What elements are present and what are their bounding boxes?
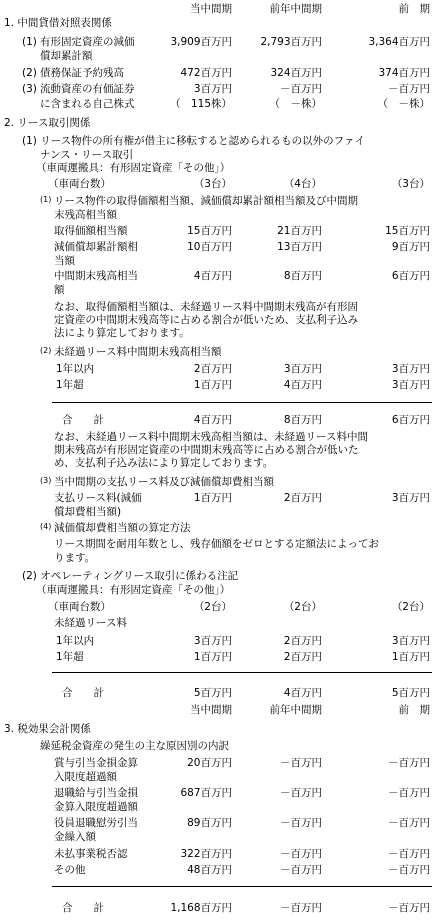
note-line: 法により算定しております。 [54,327,190,339]
item-number: (1) [40,195,52,204]
total-divider [52,402,432,403]
value-cell: 5百万円 [193,687,232,699]
item-label: に含まれる自己株式 [40,98,135,110]
header-current-period: 当中間期 [190,3,232,15]
item-number: (4) [40,522,52,531]
item-number: (3) [22,83,37,95]
note-line: なお、未経過リース料中間期末残高相当額は、未経過リース料中間 [54,431,368,443]
value-cell: －百万円 [280,848,322,860]
value-cell: 4百万円 [283,379,322,391]
paragraph-line: (1) リース物件の所有権が借主に移転すると認められるもの以外のファイ [22,135,365,147]
value-cell: 13百万円 [277,241,322,253]
row-label: 1年以内 [56,363,95,375]
value-cell: （4台） [283,178,322,190]
value-cell: 687百万円 [180,787,232,799]
value-cell: 3,364百万円 [368,36,430,48]
total-label: 合 計 [62,902,104,914]
value-cell: （ －株） [269,98,322,110]
value-cell: －百万円 [388,848,430,860]
value-cell: 8百万円 [283,414,322,426]
paragraph-line: リース物件の取得価額相当額、減価償却累計額相当額及び中間期 [54,195,358,207]
paragraph-line: ナンス・リース取引 [40,149,134,161]
value-cell: －百万円 [280,787,322,799]
note-line: 期末残高が有形固定資産の中間期末残高等に占める割合が低いた [54,444,359,456]
value-cell: 4百万円 [193,270,232,282]
value-cell: 6百万円 [391,414,430,426]
total-label: 合 計 [62,687,104,699]
header-prior-interim: 前年中間期 [269,704,322,716]
row-label: 減価償却累計額相 [54,241,138,253]
value-cell: 1百万円 [193,651,232,663]
note-line: なお、取得価額相当額は、未経過リース料中間期末残高が有形固 [54,301,358,313]
subheading: 未経過リース料中間期末残高相当額 [54,346,222,358]
value-cell: －百万円 [388,864,430,876]
value-cell: 322百万円 [180,848,232,860]
value-cell: 3百万円 [391,379,430,391]
row-label: 役員退職慰労引当 [54,817,138,829]
value-cell: 1,168百万円 [170,902,232,914]
item-label: 有形固定資産の減価 [40,36,135,48]
value-cell: －百万円 [388,787,430,799]
item-number: (1) [22,36,37,48]
item-number: (3) [40,476,52,485]
value-cell: 1百万円 [193,492,232,504]
header-prior-interim: 前年中間期 [269,3,322,15]
value-cell: －百万円 [388,817,430,829]
row-label: 支払リース料(減価 [54,492,142,504]
row-label: 1年超 [56,651,84,663]
subheading: 繰延税金資産の発生の主な原因別の内訳 [40,740,229,752]
item-number: (2) [22,67,37,79]
value-cell: 324百万円 [270,67,322,79]
value-cell: 2百万円 [283,492,322,504]
row-label: 入限度超過額 [54,771,117,783]
value-cell: （ －株） [377,98,430,110]
value-cell: －百万円 [280,83,322,95]
value-cell: 48百万円 [187,864,232,876]
item-label: 債務保証予約残高 [40,67,124,79]
value-cell: （2台） [283,601,322,613]
row-label: 1年超 [56,379,84,391]
value-cell: 2百万円 [283,635,322,647]
value-cell: －百万円 [280,817,322,829]
value-cell: 3百万円 [193,635,232,647]
paragraph-line: （車両運搬具：有形固定資産「その他」） [36,162,231,174]
value-cell: －百万円 [388,757,430,769]
note-line: ります。 [54,552,96,564]
paragraph-line: （車両運搬具：有形固定資産「その他」） [36,584,231,596]
item-number: (2) [40,346,52,355]
value-cell: 2,793百万円 [260,36,322,48]
value-cell: （2台） [391,601,430,613]
row-label: 未払事業税否認 [54,848,128,860]
row-label: 中間期末残高相当 [54,270,138,282]
value-cell: －百万円 [280,902,322,914]
value-cell: 15百万円 [385,225,430,237]
section-3-title: 3. 税効果会計関係 [4,723,91,735]
value-cell: －百万円 [280,757,322,769]
note-line: 定資産の中間期末残高等に占める割合が低いため、支払利子込み [54,314,359,326]
item-label: 償却累計額 [40,50,93,62]
value-cell: （ 115株） [169,98,232,110]
row-label: （車両台数） [48,178,111,190]
value-cell: 10百万円 [187,241,232,253]
value-cell: 3百万円 [391,635,430,647]
value-cell: 374百万円 [378,67,430,79]
row-label: 額 [54,284,65,296]
value-cell: 3百万円 [193,83,232,95]
total-divider [52,886,432,887]
value-cell: 2百万円 [283,651,322,663]
value-cell: 472百万円 [180,67,232,79]
value-cell: 1百万円 [193,379,232,391]
value-cell: －百万円 [280,864,322,876]
value-cell: （3台） [193,178,232,190]
value-cell: 89百万円 [187,817,232,829]
note-line: リース期間を耐用年数とし、残存価額をゼロとする定額法によってお [54,538,379,550]
paragraph-line: (2) オペレーティングリース取引に係わる注記 [22,570,239,582]
value-cell: 5百万円 [391,687,430,699]
value-cell: －百万円 [388,83,430,95]
value-cell: 3百万円 [391,363,430,375]
header-prior-year: 前 期 [398,704,430,716]
value-cell: 20百万円 [187,757,232,769]
row-label: 1年以内 [56,635,95,647]
row-label: 償却費相当額) [54,506,122,518]
value-cell: 9百万円 [391,241,430,253]
value-cell: 4百万円 [193,414,232,426]
row-label: 賞与引当金損金算 [54,757,138,769]
section-1-title: 1. 中間貸借対照表関係 [4,17,112,29]
row-label: （車両台数） [48,601,111,613]
note-line: め、支払利子込み法により算定しております。 [54,457,274,469]
row-label: 金算入限度超過額 [54,801,138,813]
value-cell: 3,909百万円 [170,36,232,48]
value-cell: 1百万円 [391,651,430,663]
section-2-title: 2. リース取引関係 [4,117,91,129]
paragraph-line: 末残高相当額 [54,209,117,221]
value-cell: 15百万円 [187,225,232,237]
subheading: 減価償却費相当額の算定方法 [54,522,191,534]
value-cell: 3百万円 [283,363,322,375]
value-cell: 8百万円 [283,270,322,282]
value-cell: －百万円 [388,902,430,914]
header-current-period: 当中間期 [190,704,232,716]
row-label: 金繰入額 [54,831,96,843]
subheading: 未経過リース料 [54,617,127,629]
value-cell: 4百万円 [283,687,322,699]
value-cell: （3台） [391,178,430,190]
value-cell: 6百万円 [391,270,430,282]
item-label: 流動資産の有価証券 [40,83,135,95]
subheading: 当中間期の支払リース料及び減価償却費相当額 [54,476,274,488]
value-cell: 21百万円 [277,225,322,237]
row-label: 当額 [54,255,75,267]
total-label: 合 計 [62,414,104,426]
total-divider [52,672,432,673]
value-cell: 2百万円 [193,363,232,375]
value-cell: 3百万円 [391,492,430,504]
row-label: 取得価額相当額 [54,225,128,237]
value-cell: （2台） [193,601,232,613]
header-prior-year: 前 期 [398,3,430,15]
row-label: 退職給与引当金損 [54,787,138,799]
row-label: その他 [54,864,86,876]
